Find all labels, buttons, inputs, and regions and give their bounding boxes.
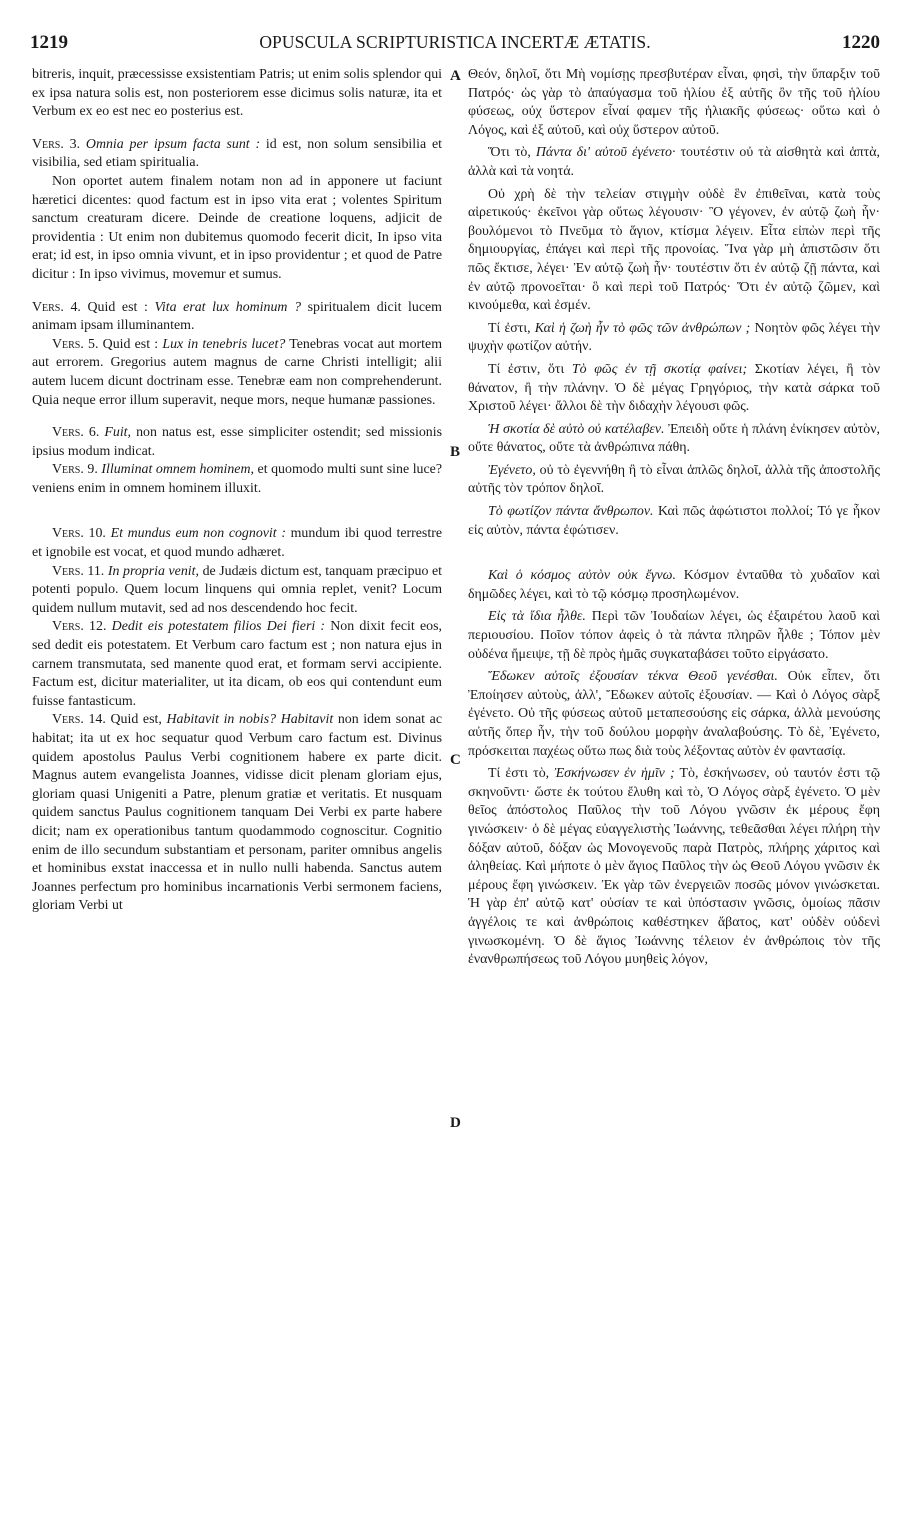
margin-letter-d: D [450, 1115, 461, 1131]
verse-quote: Vita erat lux hominum ? [154, 299, 302, 315]
page-number-right: 1220 [842, 32, 880, 53]
page-number-left: 1219 [30, 32, 68, 53]
latin-verse-14: Vers. 14. Quid est, Habitavit in nobis? Habitavit non idem sonat ac habitat; ita ut ex hoc sequatur quod Verbum caro factum est. Divinus quidem apostolus Paulus Verbi cognitionem habere ex parte dicit. Magnus autem evangelista Joannes, vidisse dicit plenam gloriam ejus, gloriam quasi Unigeniti a Patre, plenum gratiæ et veritatis. Et nusquam quidem sanctus Paulus cognitionem tanquam Dei Verbi ex parte habere dicit; nam ex operationibus tantum quodammodo cognoscitur. Cognitio enim de illo secundum substantiam et personam, pariter omnibus angelis et hominibus exstat inaccessa et in nullo nulli habenda. Sanctus autem Joannes perfectum pro hominibus incarnationis Verbi sermonem faciens, gloriam Verbi ut [32, 712, 443, 914]
latin-verse-10: Vers. 10. Et mundus eum non cognovit : mundum ibi quod terrestre et ignobile est vocat, et quod mundo adhæret. [32, 526, 442, 561]
verse-quote: Πάντα δι' αὐτοῦ ἐγένετο· [535, 145, 676, 161]
margin-letter-a: A [450, 68, 461, 84]
latin-verse-5: Vers. 5. Quid est : Lux in tenebris lucet? Tenebras vocat aut mortem aut errorem. Gregorius autem magnus de carne Christi intelligit; alii autem lucem dicunt doctrinam esse. Tenebræ eam non comprehenderunt. Quia neque error illum superavit, neque mors, neque humanæ passiones. [32, 336, 443, 408]
greek-verse-12: Ἔδωκεν αὐτοῖς ἐξουσίαν τέκνα Θεοῦ γενέσθαι. Οὐκ εἶπεν, ὅτι Ἐποίησεν αὐτοὺς, ἀλλ', Ἔδωκεν αὐτοῖς ἐξουσίαν. — Καὶ ὁ Λόγος σὰρξ ἐγένετο. Οὐ τῆς φύσεως αὐτοῦ μεταπεσούσης εἰς σάρκα, ἀλλὰ μενούσης αὐτῆς ὅπερ ἦν, τὴν τοῦ δούλου μορφὴν ἀναλαβούσης. Τὸ δὲ, Ἐγένετο, πρόσκειται παχέως οὕτω πως διὰ τοὺς λέξοντας αὐτὸν ἐν φαντασίᾳ. [468, 669, 880, 759]
verse-quote: Dedit eis potestatem filios Dei fieri : [111, 619, 326, 635]
verse-label: Vers. 9. [52, 462, 98, 478]
verse-quote: Ἡ σκοτία δὲ αὐτὸ οὐ κατέλαβεν. [488, 421, 665, 437]
greek-paragraph: Θεόν, δηλοῖ, ὅτι Μὴ νομίσῃς πρεσβυτέραν εἶναι, φησὶ, τὴν ὕπαρξιν τοῦ Πατρός· ὡς γὰρ τὸ ἀπαύγασμα τοῦ ἡλίου ἐξ αὐτῆς ὂν τῆς τοῦ ἡλίου φύσεως, οὐχ ὕστερον εἶναί φαμεν τῆς ἡλιακῆς φύσεως· οὕτω καὶ ὁ Λόγος, καὶ ἐξ αὐτοῦ, καὶ οὐχ ὕστερον αὐτοῦ. [468, 67, 880, 138]
latin-verse-4: Vers. 4. Quid est : Vita erat lux hominum ? spiritualem dicit lucem animam ipsam illuminantem. [32, 299, 442, 334]
verse-quote: In propria venit, [107, 563, 199, 579]
verse-label: Vers. 3. [32, 136, 81, 152]
verse-label: Vers. 11. [52, 563, 105, 579]
verse-quote: Illuminat omnem hominem, [101, 462, 254, 478]
margin-letter-c: C [450, 752, 461, 768]
verse-quote: Εἰς τὰ ἴδια ἦλθε. [488, 609, 586, 625]
greek-verse-9: Τὸ φωτίζον πάντα ἄνθρωπον. Καὶ πῶς ἀφώτιστοι πολλοί; Τό γε ἧκον εἰς αὐτὸν, πάντα ἐφώτισεν. [468, 504, 880, 538]
greek-verse-14: Τί ἐστι τὸ, Ἐσκήνωσεν ἐν ἡμῖν ; Τὸ, ἐσκήνωσεν, οὐ ταυτόν ἐστι τῷ σκηνοῦντι· ὥστε ἐκ τούτου ἔλυθη καὶ τὸ, Ὁ Λόγος σὰρξ ἐγένετο. Ὁ μὲν θεῖος ἀπόστολος Παῦλος τὴν τοῦ Λόγου γνῶσιν ἐκ μέρους ἔφη γινώσκειν· ὁ δὲ μέγας εὐαγγελιστὴς Ἰωάννης, τεθεᾶσθαι λέγει πλήρη τὴν δόξαν αὐτοῦ, δόξαν ὡς Μονογενοῦς παρὰ Πατρὸς, πλήρης χάριτος καὶ ἀληθείας. Καὶ μήποτε ὁ μὲν ἅγιος Παῦλος τὴν ὡς Θεοῦ Λόγου γνῶσιν ἐκ μέρους ἔφη γινώσκειν. Ἐκ γὰρ τῶν ἐνεργειῶν ποσῶς μόνον γινώσκεται. Ἡ γὰρ ἐπ' αὐτῷ κατ' οὐσίαν τε καὶ ὑπόστασιν γνῶσις, ὁμοίως πᾶσιν ἀγγέλοις τε καὶ ἀνθρώποις καθέστηκεν ἄβατος, κατ' οὐδὲν οὐδενὶ γινωσκομένη. Ὁ δὲ ἅγιος Ἰωάννης τέλειον ἐν ἀνθρώποις τὸν τῆς ἐνανθρωπήσεως τοῦ Λόγου μυηθεὶς λόγον, [468, 766, 880, 968]
latin-paragraph: bitreris, inquit, præcessisse exsistentiam Patris; ut enim solis splendor qui ex ipsa natura solis est, non posteriorem esse dicimus solis naturæ, ita et Verbum ex eo est nec eo posterius est. [32, 67, 442, 120]
greek-verse-5: Τί ἐστιν, ὅτι Τὸ φῶς ἐν τῇ σκοτίᾳ φαίνει; Σκοτίαν λέγει, ἢ τὸν θάνατον, ἢ τὴν πλάνην. Ὁ δὲ μέγας Γρηγόριος, τὴν κατὰ σάρκα τοῦ Χριστοῦ λέγει· ἄλλοι δὲ τὴν διδαχὴν λέγουσι φῶς. [468, 361, 880, 415]
greek-verse-6: Ἐγένετο, οὐ τὸ ἐγεννήθη ἢ τὸ εἶναι ἁπλῶς δηλοῖ, ἀλλὰ τῆς ἀποστολῆς αὐτῆς τὸν τρόπον δηλοῖ. [468, 462, 880, 497]
latin-verse-6: Vers. 6. Fuit, non natus est, esse simpliciter ostendit; sed missionis ipsius modum indicat. [32, 425, 442, 459]
verse-quote: Omnia per ipsum facta sunt : [85, 136, 261, 152]
verse-quote: Καὶ ἡ ζωὴ ἦν τὸ φῶς τῶν ἀνθρώπων ; [534, 320, 751, 336]
verse-quote: Fuit, [104, 425, 132, 441]
verse-quote: Ἔδωκεν αὐτοῖς ἐξουσίαν τέκνα Θεοῦ γενέσθαι. [488, 669, 778, 685]
greek-verse-10: Καὶ ὁ κόσμος αὐτὸν οὐκ ἔγνω. Κόσμον ἐνταῦθα τὸ χυδαῖον καὶ δημῶδες λέγει, καὶ τὸ τῷ κόσμῳ προσηλωμένον. [468, 568, 880, 602]
greek-verse-5b: Ἡ σκοτία δὲ αὐτὸ οὐ κατέλαβεν. Ἐπειδὴ οὔτε ἡ πλάνη ἐνίκησεν αὐτὸν, οὔτε θάνατος, οὔτε τὰ ἀνθρώπινα πάθη. [468, 421, 881, 456]
greek-column [468, 66, 880, 970]
verse-label: Vers. 4. [32, 299, 81, 315]
verse-label: Vers. 6. [52, 425, 100, 441]
verse-quote: Lux in tenebris lucet? [162, 336, 286, 352]
verse-quote: Et mundus eum non cognovit : [110, 526, 286, 542]
verse-label: Vers. 5. [52, 336, 99, 352]
verse-quote: Ἐγένετο, [488, 462, 536, 478]
verse-quote: Τὸ φῶς ἐν τῇ σκοτίᾳ φαίνει; [571, 361, 748, 377]
margin-letter-b: B [450, 444, 461, 460]
latin-column [32, 66, 442, 916]
verse-quote: Καὶ ὁ κόσμος αὐτὸν οὐκ ἔγνω. [488, 568, 676, 584]
verse-quote: Τὸ φωτίζον πάντα ἄνθρωπον. [488, 504, 654, 520]
verse-label: Vers. 14. [52, 712, 106, 728]
running-header [30, 32, 880, 62]
latin-verse-11: Vers. 11. In propria venit, de Judæis dictum est, tanquam præcipuo et potenti populo. Quem locum linquens qui omnia replet, venit? Locum quidem nullum mutavit, sed ad nos descendendo hoc fecit. [32, 563, 443, 616]
verse-quote: Habitavit in nobis? Habitavit [166, 712, 334, 728]
greek-verse-11: Εἰς τὰ ἴδια ἦλθε. Περὶ τῶν Ἰουδαίων λέγει, ὡς ἐξαιρέτου λαοῦ καὶ περιουσίου. Ποῖον τόπον ἀφεὶς ὁ τὰ πάντα πληρῶν ἦλθε ; Τόπον μὲν οὐδένα ἤμειψε, τῇ δὲ πρὸς ἡμᾶς συγκαταβάσει τοῦτο εἰργάσατο. [468, 609, 880, 662]
verse-label: Vers. 12. [52, 619, 107, 635]
greek-paragraph: Οὐ χρὴ δὲ τὴν τελείαν στιγμὴν οὐδὲ ἓν ἐπιθεῖναι, κατὰ τοὺς αἱρετικούς· ἐκεῖνοι γὰρ οὕτως λέγουσιν· Ὃ γέγονεν, ἐν αὐτῷ ζωὴ ἦν· βουλόμενοι τὸ Πνεῦμα τὸ ἅγιον, κτίσμα λέγειν. Εἶτα εἰπὼν περὶ τῆς δημιουργίας, ἐπάγει καὶ περὶ τῆς προνοίας. Ἵνα γὰρ μὴ ἀπιστῶσιν ὅτι πῶς ἔκτισε, λέγει· Ἐν αὐτῷ ζωὴ ἦν· τουτέστιν ὅτι ἐν αὐτῷ ζῇ πάντα, καὶ ἐν αὐτῷ προνοεῖται· ὃ καὶ περὶ τοῦ Πατρός· Ὅτι ἐν αὐτῷ ζῶμεν, καὶ κινούμεθα, καὶ ἐσμέν. [468, 186, 880, 314]
latin-paragraph: Non oportet autem finalem notam non ad in apponere ut faciunt hæretici dicentes: quod factum est in ipso vita erat ; volentes Spiritum sanctum creaturam dicere. Deinde de creatione loquens, adjicit de providentia : Ut enim non dubitemus quomodo fecerit dicit, In ipso vita erat; id est, in ipso omnia vivunt, et in ipso providentur ; et quod de Patre dicitur : In ipso vivimus, movemur et sumus. [32, 173, 442, 282]
verse-label: Vers. 10. [52, 526, 106, 542]
running-title: OPUSCULA SCRIPTURISTICA INCERTÆ ÆTATIS. [259, 32, 651, 52]
greek-verse-4: Τί ἐστι, Καὶ ἡ ζωὴ ἦν τὸ φῶς τῶν ἀνθρώπων ; Νοητὸν φῶς λέγει τὴν ψυχὴν φωτίζον αὐτήν. [468, 320, 880, 355]
latin-verse-9: Vers. 9. Illuminat omnem hominem, et quomodo multi sunt sine luce? veniens enim in omnem hominem illuxit. [32, 462, 442, 496]
latin-verse-3: Vers. 3. Omnia per ipsum facta sunt : id est, non solum sensibilia et visibilia, sed etiam spiritualia. [32, 136, 442, 171]
verse-quote: Ἐσκήνωσεν ἐν ἡμῖν ; [554, 766, 675, 782]
greek-verse-3: Ὅτι τὸ, Πάντα δι' αὐτοῦ ἐγένετο· τουτέστιν οὐ τὰ αἰσθητὰ καὶ ἁπτὰ, ἀλλὰ καὶ τὰ νοητά. [468, 145, 880, 179]
latin-verse-12: Vers. 12. Dedit eis potestatem filios Dei fieri : Non dixit fecit eos, sed dedit eis potestatem. Et Verbum caro factum est ; non natura ejus in carnem transmutata, sed manente quod erat, et formam servi accipiente. Factum est, dicitur materialiter, ut ita dicam, ob eos qui contendunt eum fuisse fantasticum. [32, 619, 442, 709]
